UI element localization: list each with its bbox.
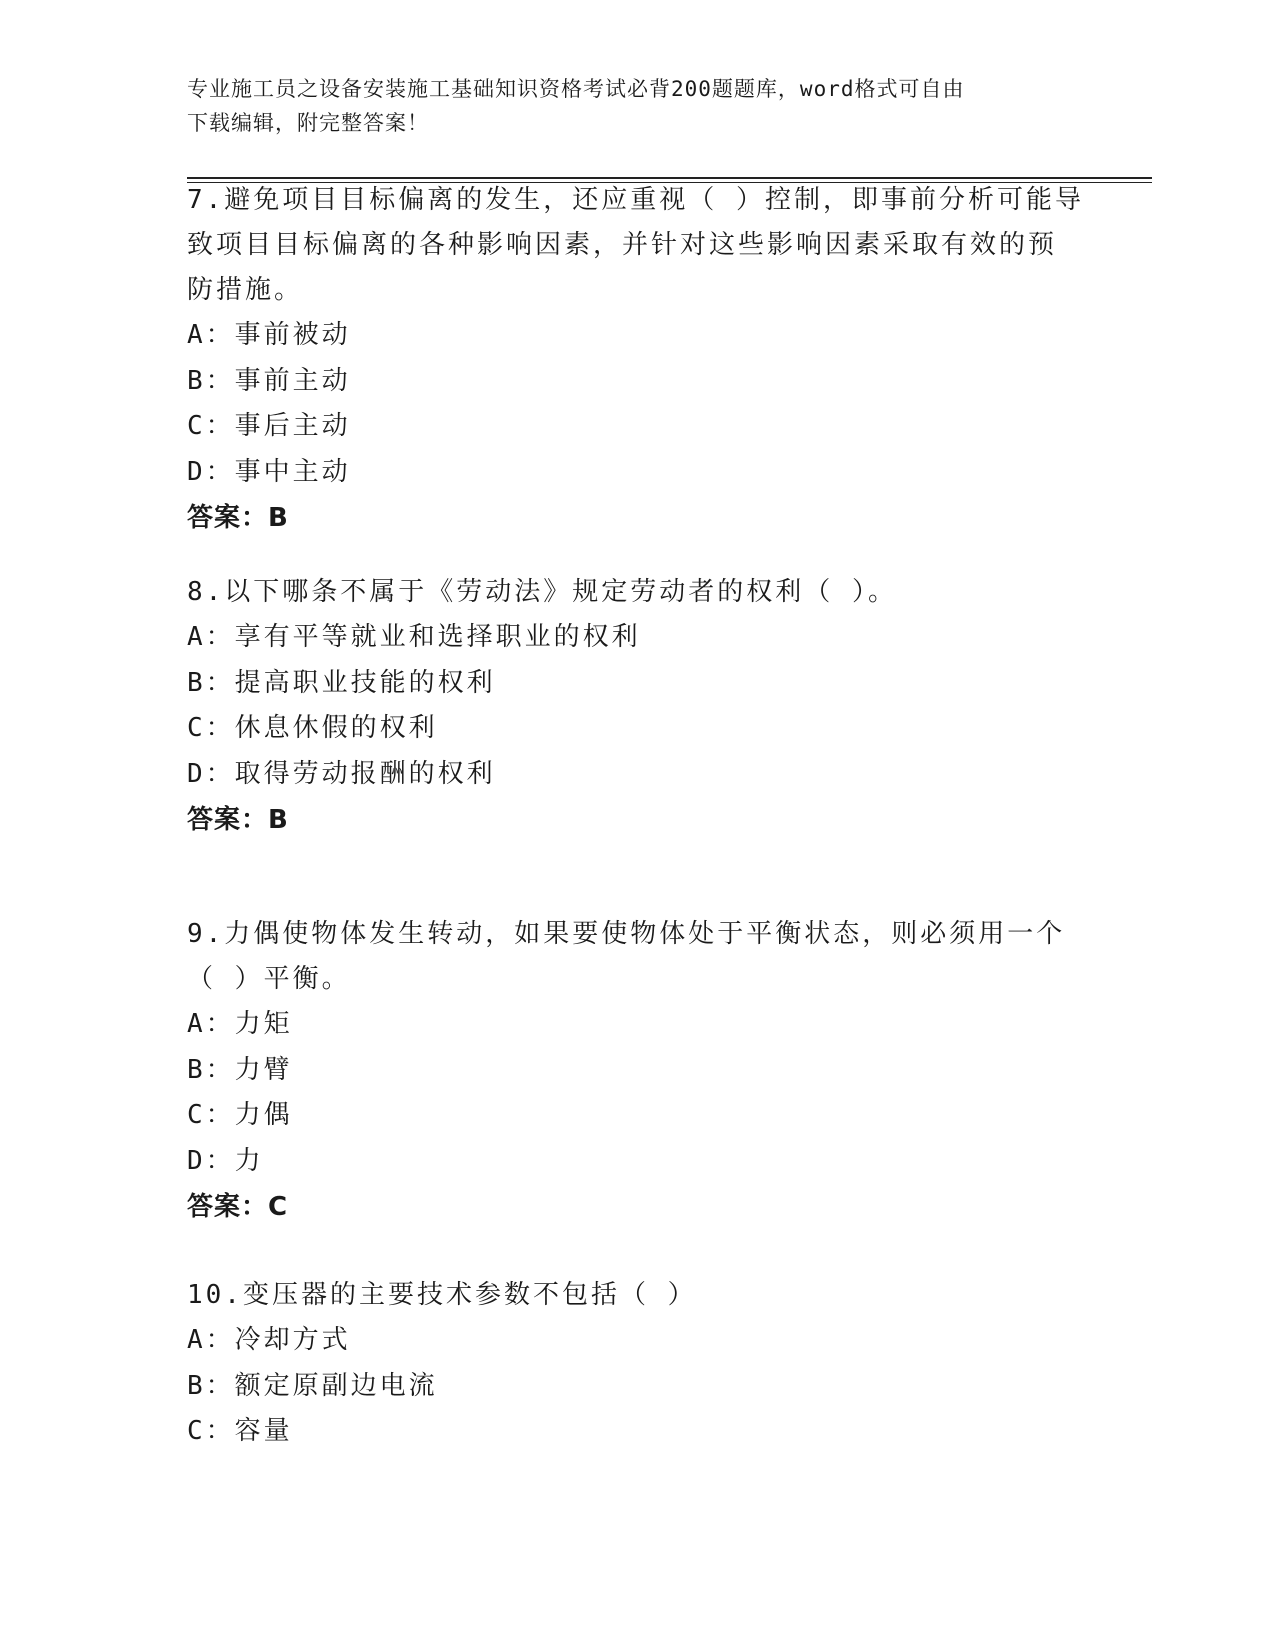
option-c: C：力偶 (187, 1100, 293, 1130)
option-b: B：事前主动 (187, 365, 351, 396)
option-b: B：力臂 (187, 1054, 293, 1085)
option-b: B：提高职业技能的权利 (187, 667, 496, 698)
option-a: A：力矩 (187, 1009, 293, 1039)
option-a: A：事前被动 (187, 320, 351, 350)
option-d: D：力 (187, 1145, 264, 1176)
document-header (187, 72, 1087, 140)
option-c: C：事后主动 (187, 411, 351, 441)
question-text-line: 8.以下哪条不属于《劳动法》规定劳动者的权利（ ）。 (187, 577, 897, 607)
question-7 (187, 178, 1087, 541)
answer: 答案：B (187, 805, 289, 835)
answer: 答案：C (187, 1192, 289, 1222)
option-d: D：取得劳动报酬的权利 (187, 758, 496, 789)
option-c: C：休息休假的权利 (187, 713, 438, 743)
question-text-line: 7.避免项目目标偏离的发生，还应重视（ ）控制，即事前分析可能导 (187, 185, 1084, 215)
question-9 (187, 912, 1087, 1230)
question-text-line: 9.力偶使物体发生转动，如果要使物体处于平衡状态，则必须用一个 (187, 919, 1066, 949)
question-8 (187, 570, 1087, 843)
question-text-line: （ ）平衡。 (187, 964, 351, 994)
option-a: A：冷却方式 (187, 1325, 351, 1355)
option-c: C：容量 (187, 1416, 293, 1446)
question-text-line: 防措施。 (187, 275, 304, 305)
option-a: A：享有平等就业和选择职业的权利 (187, 622, 641, 652)
option-b: B：额定原副边电流 (187, 1370, 438, 1401)
question-text-line: 致项目目标偏离的各种影响因素，并针对这些影响因素采取有效的预 (187, 230, 1058, 260)
question-text-line: 10.变压器的主要技术参数不包括（ ） (187, 1280, 697, 1310)
header-line-1: 专业施工员之设备安装施工基础知识资格考试必背200题题库，word格式可自由 (187, 77, 965, 101)
answer: 答案：B (187, 503, 289, 533)
question-10 (187, 1273, 1087, 1455)
header-line-2: 下载编辑，附完整答案！ (187, 111, 429, 135)
option-d: D：事中主动 (187, 456, 351, 487)
